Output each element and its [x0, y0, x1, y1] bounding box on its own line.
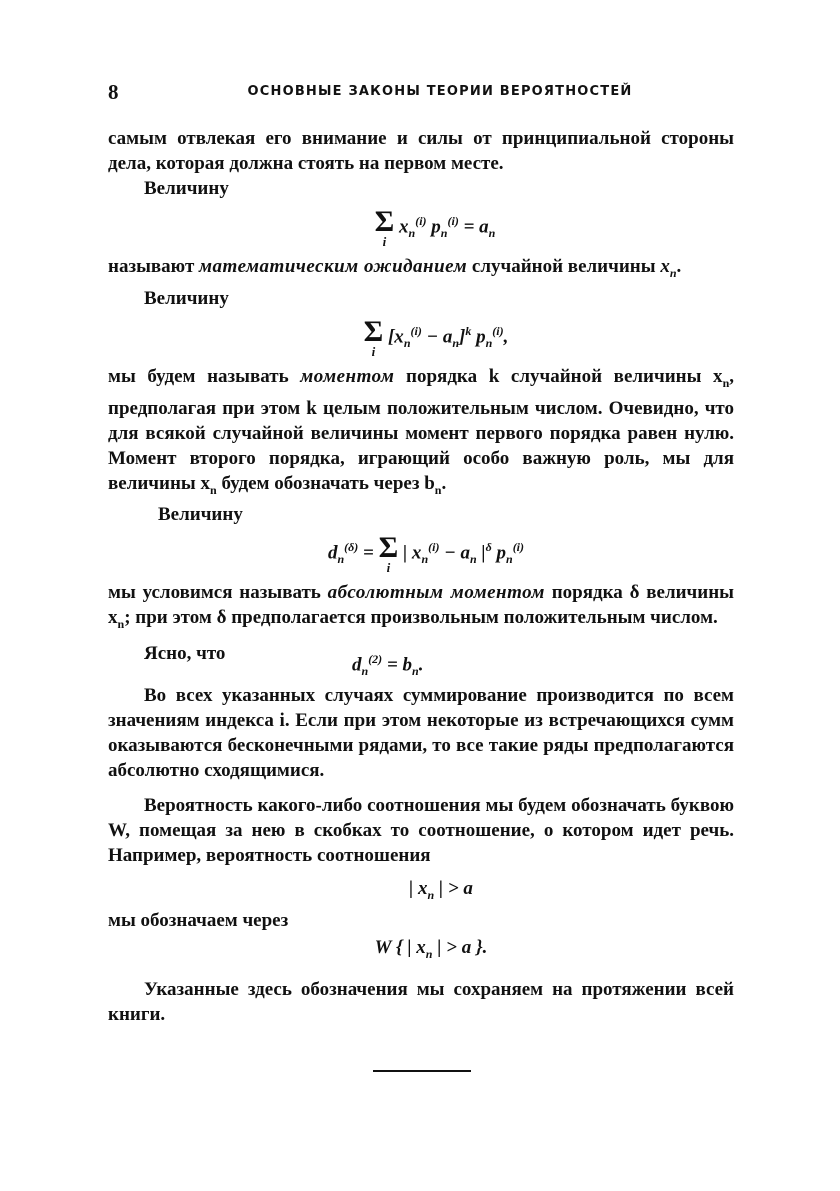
formula-moment	[108, 314, 734, 359]
paragraph-3: называют математическим ожиданием случайной величины $x_n$.	[108, 256, 682, 280]
paragraph-7: мы условимся называть абсолютным моментом порядка δ величины $x_n$; при этом δ предполагается произвольным положительным числом.	[108, 582, 734, 632]
formula-absolute-moment: $d_n^{(\delta)}$ = Σ i | $x_n^{(i)} - a_n$ $|^\delta$ $p_n^{(i)}$	[327, 531, 525, 576]
summation-sign: Σ i	[363, 314, 384, 359]
clearly-line	[108, 637, 734, 679]
formula-expectation-text: $x_n^{(i)}$ $p_n^{(i)} = a_n$	[399, 213, 496, 241]
formula-expectation	[108, 207, 734, 248]
end-rule	[373, 1070, 471, 1072]
page-body	[108, 126, 734, 1027]
paragraph-4: Величину	[144, 287, 229, 309]
paragraph-9: Во всех указанных случаях суммирование производится по всем значениям индекса i. Если при этом некоторые из встречающихся сумм оказываются бесконечными рядами, то все такие ряды предполагаются абсолютно сходящимися.	[108, 685, 734, 782]
paragraph-10: Вероятность какого-либо соотношения мы будем обозначать буквою W, помещая за нею в скобках то соотношение, о котором идет речь. Например, вероятность соотношения	[108, 795, 734, 867]
formula-relation: | $x_n$ | > a	[409, 878, 473, 902]
paragraph-5: мы будем называть моментом порядка k случайной величины $x_n$, предполагая при этом k целым положительным числом. Очевидно, что для всякой случайной величины момент первого порядка равен нулю. Момент второго порядка, играющий особо важную роль, мы для величины $x_n$ будем обозначать через $b_n$.	[108, 365, 734, 497]
term-absolute-moment: абсолютным моментом	[327, 582, 545, 604]
paragraph-6: Величину	[158, 504, 243, 526]
page-header	[108, 80, 732, 106]
paragraph-11: мы обозначаем через	[108, 909, 289, 931]
paragraph-1: самым отвлекая его внимание и силы от принципиальной стороны дела, которая должна стоять на первом месте.	[108, 128, 734, 174]
term-expectation: математическим ожиданием	[199, 256, 468, 277]
paragraph-8: Ясно, что	[144, 643, 226, 665]
formula-d2: $d_n^{(2)} = b_n$.	[352, 652, 424, 679]
paragraph-2: Величину	[144, 178, 229, 199]
summation-sign: Σ i	[378, 531, 399, 576]
page-number: 8	[108, 80, 119, 104]
formula-moment-text: $[x_n^{(i)} - a_n]^k$ $p_n^{(i)}$,	[387, 323, 509, 350]
paragraph-12: Указанные здесь обозначения мы сохраняем на протяжении всей книги.	[108, 978, 734, 1025]
formula-absolute-moment-text: | $x_n^{(i)} - a_n$ $|^\delta$ $p_n^{(i)}$	[403, 540, 525, 567]
formula-probability: W { | $x_n$ | > a }.	[374, 936, 488, 961]
summation-sign: Σ i	[374, 205, 395, 249]
term-moment: моментом	[300, 365, 395, 387]
running-title: ОСНОВНЫЕ ЗАКОНЫ ТЕОРИИ ВЕРОЯТНОСТЕЙ	[247, 84, 633, 99]
